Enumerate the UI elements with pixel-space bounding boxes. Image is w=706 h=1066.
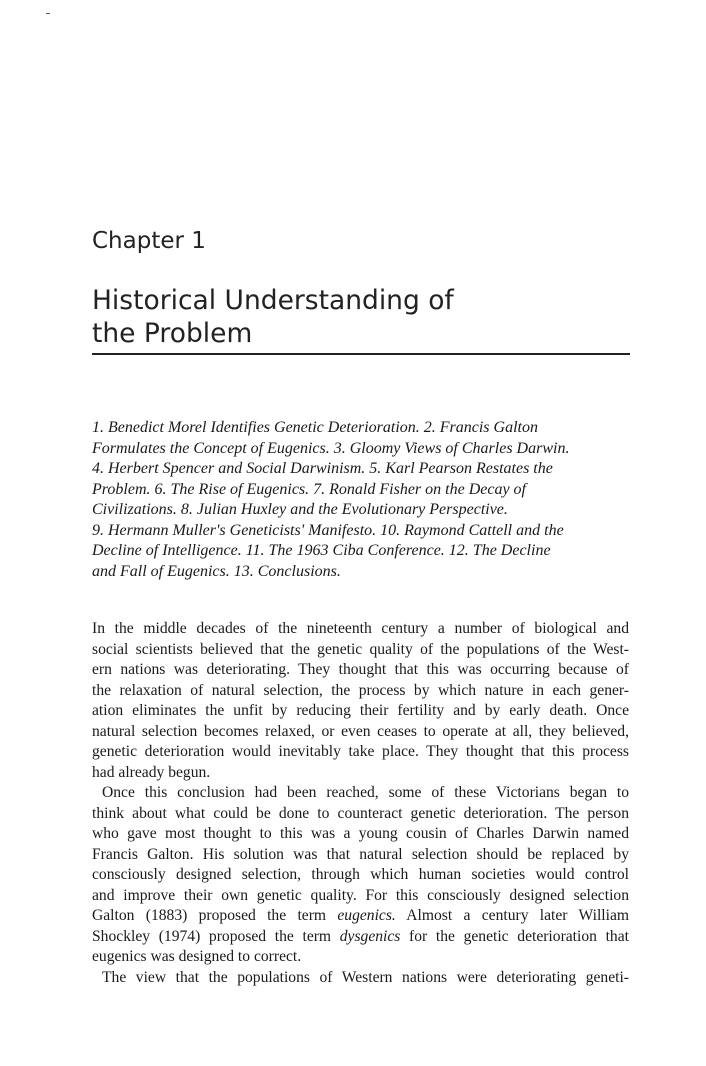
chapter-title-line: Historical Understanding of bbox=[92, 285, 454, 316]
title-rule bbox=[92, 353, 630, 355]
body-line: social scientists believed that the genetic quality of the populations of the West- bbox=[92, 640, 629, 658]
body-line: consciously designed selection, through which human societies would control bbox=[92, 866, 629, 883]
chapter-title bbox=[92, 284, 632, 350]
body-line: The view that the populations of Western nations were deteriorating geneti- bbox=[102, 968, 629, 986]
eugenics-term: eugenics. bbox=[337, 907, 396, 924]
body-line: who gave most thought to this was a young cousin of Charles Darwin named bbox=[92, 825, 629, 842]
chapter-title-line: the Problem bbox=[92, 318, 253, 349]
chapter-label: Chapter 1 bbox=[92, 228, 206, 254]
body-line: Once this conclusion had been reached, some of these Victorians began to bbox=[102, 784, 629, 801]
body-line: natural selection becomes relaxed, or even ceases to operate at all, they believed, bbox=[92, 722, 629, 740]
body-text bbox=[92, 619, 629, 988]
contents-line: and Fall of Eugenics. 13. Conclusions. bbox=[92, 562, 341, 580]
body-line: Francis Galton. His solution was that natural selection should be replaced by bbox=[92, 845, 629, 863]
body-line: ern nations was deteriorating. They thought that this was occurring because of bbox=[92, 661, 629, 678]
body-line: and improve their own genetic quality. For this consciously designed selection bbox=[92, 886, 629, 904]
scan-corner-mark bbox=[46, 13, 50, 14]
dysgenics-term: dysgenics bbox=[339, 927, 401, 945]
contents-line: 1. Benedict Morel Identifies Genetic Deterioration. 2. Francis Galton bbox=[92, 419, 538, 436]
contents-line: Decline of Intelligence. 11. The 1963 Ciba Conference. 12. The Decline bbox=[92, 542, 551, 559]
contents-line: 9. Hermann Muller's Geneticists' Manifesto. 10. Raymond Cattell and the bbox=[92, 521, 564, 539]
contents-line: Formulates the Concept of Eugenics. 3. Gloomy Views of Charles Darwin. bbox=[92, 439, 570, 457]
body-line: eugenics was designed to correct. bbox=[92, 948, 302, 965]
body-line bbox=[92, 927, 629, 948]
body-line: the relaxation of natural selection, the process by which nature in each gener- bbox=[92, 681, 629, 699]
body-text-fragment: Almost a century later William bbox=[395, 907, 629, 924]
contents-line: 4. Herbert Spencer and Social Darwinism. 5. Karl Pearson Restates the bbox=[92, 460, 553, 477]
body-line: had already begun. bbox=[92, 763, 211, 781]
body-line: genetic deterioration would inevitably take place. They thought that this process bbox=[92, 743, 629, 760]
contents-line: Problem. 6. The Rise of Eugenics. 7. Ronald Fisher on the Decay of bbox=[92, 480, 526, 498]
body-line bbox=[92, 906, 629, 927]
body-line: ation eliminates the unfit by reducing their fertility and by early death. Once bbox=[92, 702, 629, 719]
body-line: think about what could be done to counteract genetic deterioration. The person bbox=[92, 804, 629, 822]
body-line: In the middle decades of the nineteenth century a number of biological and bbox=[92, 620, 629, 637]
body-text-fragment: Shockley (1974) proposed the term bbox=[92, 927, 340, 945]
body-text-fragment: for the genetic deterioration that bbox=[400, 927, 629, 945]
chapter-contents bbox=[92, 418, 569, 582]
body-text-fragment: Galton (1883) proposed the term bbox=[92, 907, 338, 924]
contents-line: Civilizations. 8. Julian Huxley and the Evolutionary Perspective. bbox=[92, 501, 508, 518]
